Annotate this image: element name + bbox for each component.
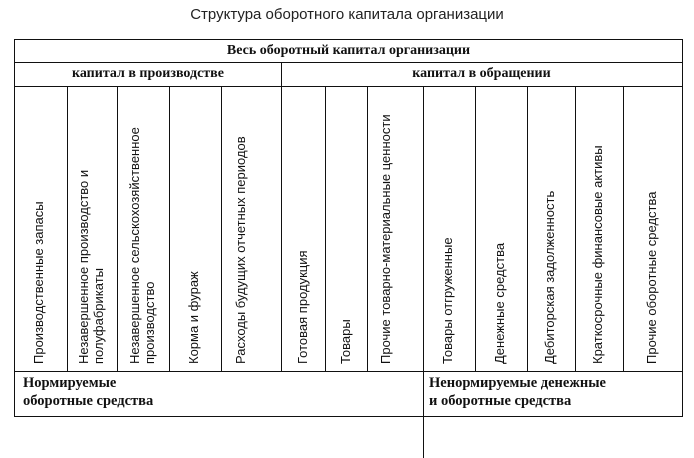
column-cash bbox=[475, 87, 527, 370]
column-other-current-assets bbox=[623, 87, 682, 370]
column-label: Товары отгруженные bbox=[440, 237, 455, 364]
column-label: Дебиторская задолженность bbox=[542, 190, 557, 364]
column-receivables bbox=[527, 87, 575, 370]
column-goods bbox=[325, 87, 367, 370]
column-label: Корма и фураж bbox=[186, 271, 201, 364]
footer-non-normalized-assets: Ненормируемые денежные и оборотные средства bbox=[429, 375, 606, 409]
column-label: Денежные средства bbox=[492, 242, 507, 364]
rule-top-header bbox=[15, 62, 682, 63]
column-deferred-expenses bbox=[221, 87, 281, 370]
column-finished-goods bbox=[281, 87, 325, 370]
column-label: Краткосрочные финансовые активы bbox=[590, 145, 605, 364]
footer-normalized-assets: Нормируемые оборотные средства bbox=[23, 375, 154, 409]
column-short-term-financial-assets bbox=[575, 87, 623, 370]
column-goods-shipped bbox=[423, 87, 475, 370]
column-other-inventory bbox=[367, 87, 423, 370]
rule-columns-bottom bbox=[15, 371, 682, 372]
column-label: Прочие товарно-материальные ценности bbox=[378, 114, 393, 364]
column-agri-wip bbox=[117, 87, 169, 370]
column-label: Готовая продукция bbox=[295, 250, 310, 364]
capital-structure-table bbox=[14, 39, 683, 417]
column-production-stocks bbox=[15, 87, 67, 370]
column-label: Прочие оборотные средства bbox=[644, 191, 659, 364]
column-label: Незавершенное сельскохозяйственное производство bbox=[127, 127, 157, 364]
page-title: Структура оборотного капитала организации bbox=[190, 6, 504, 23]
column-label: Производственные запасы bbox=[31, 201, 46, 364]
column-label: Расходы будущих отчетных периодов bbox=[233, 136, 248, 364]
header-total-capital: Весь оборотный капитал организации bbox=[226, 43, 471, 58]
column-wip-semifinished bbox=[67, 87, 117, 370]
column-feed bbox=[169, 87, 221, 370]
header-production-capital: капитал в производстве bbox=[72, 66, 224, 81]
column-label: Незавершенное производство и полуфабрикаты bbox=[76, 169, 106, 364]
column-label: Товары bbox=[338, 319, 353, 364]
header-circulation-capital: капитал в обращении bbox=[412, 66, 551, 81]
